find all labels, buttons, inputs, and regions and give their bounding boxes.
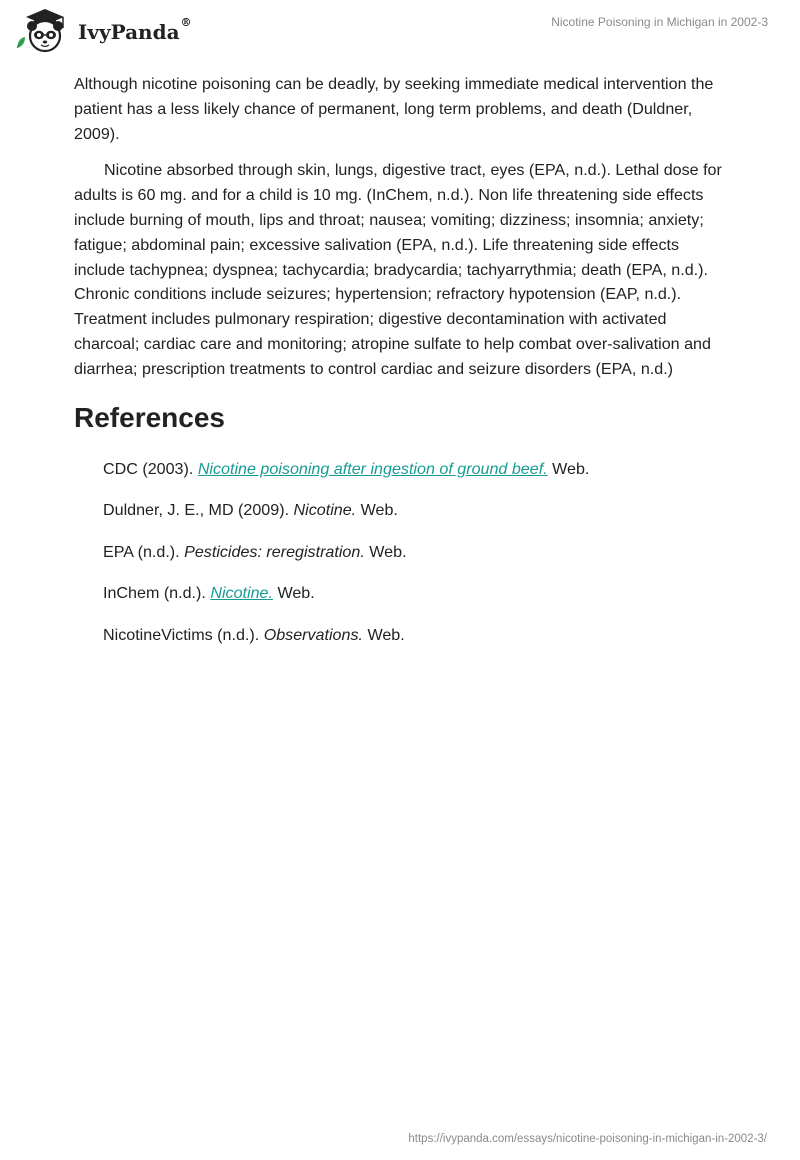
body-paragraph-2: Nicotine absorbed through skin, lungs, digestive tract, eyes (EPA, n.d.). Lethal dose for adults is 60 mg. and for a child is 10 mg. (InChem, n.d.). Non life threatening side effects include burning of mouth, lips and throat; nausea; vomiting; dizziness; insomnia; anxiety; fatigue; abdominal pain; excessive salivation (EPA, n.d.). Life threatening side effects include tachypnea; dyspnea; tachycardia; bradycardia; tachyarrythmia; death (EPA, n.d.). Chronic conditions include seizures; hypertension; refractory hypotension (EAP, n.d.). Treatment includes pulmonary respiration; digestive decontamination with activated charcoal; cardiac care and monitoring; atropine sulfate to help combat over-salivation and diarrhea; prescription treatments to control cardiac and seizure disorders (EPA, n.d.) (74, 161, 722, 378)
reference-author: InChem (n.d.). (103, 584, 211, 603)
page-header (0, 0, 800, 60)
reference-link[interactable]: Nicotine. (210, 584, 273, 603)
references-list (74, 457, 726, 647)
essay-content (74, 72, 726, 664)
page-source-url[interactable]: https://ivypanda.com/essays/nicotine-poisoning-in-michigan-in-2002-3/ (408, 1133, 767, 1145)
reference-link[interactable]: Nicotine poisoning after ingestion of ground beef. (197, 459, 548, 478)
reference-item (103, 457, 726, 481)
reference-title: Observations. (263, 625, 363, 644)
reference-author: EPA (n.d.). (103, 542, 185, 561)
body-paragraph-1: Although nicotine poisoning can be deadly, by seeking immediate medical intervention the patient has a less likely chance of permanent, long term problems, and death (Duldner, 2009). (74, 75, 714, 143)
ivypanda-logo[interactable] (14, 8, 192, 54)
references-heading: References (74, 401, 225, 433)
reference-suffix: Web. (547, 459, 590, 478)
reference-suffix: Web. (272, 584, 315, 603)
reference-author: NicotineVictims (n.d.). (103, 625, 264, 644)
reference-author: Duldner, J. E., MD (2009). (103, 501, 294, 520)
reference-item (103, 581, 726, 605)
reference-suffix: Web. (356, 501, 398, 520)
reference-title: Nicotine. (293, 501, 357, 520)
reference-suffix: Web. (362, 625, 405, 644)
panda-graduate-icon (14, 8, 76, 54)
reference-item (103, 623, 726, 647)
reference-suffix: Web. (364, 542, 407, 561)
registered-mark: ® (180, 16, 192, 29)
brand-name: IvyPanda® (78, 16, 192, 44)
document-title: Nicotine Poisoning in Michigan in 2002-3 (551, 15, 768, 29)
reference-item (103, 540, 726, 564)
reference-author: CDC (2003). (103, 459, 198, 478)
reference-item (103, 498, 726, 522)
reference-title: Pesticides: reregistration. (184, 542, 365, 561)
